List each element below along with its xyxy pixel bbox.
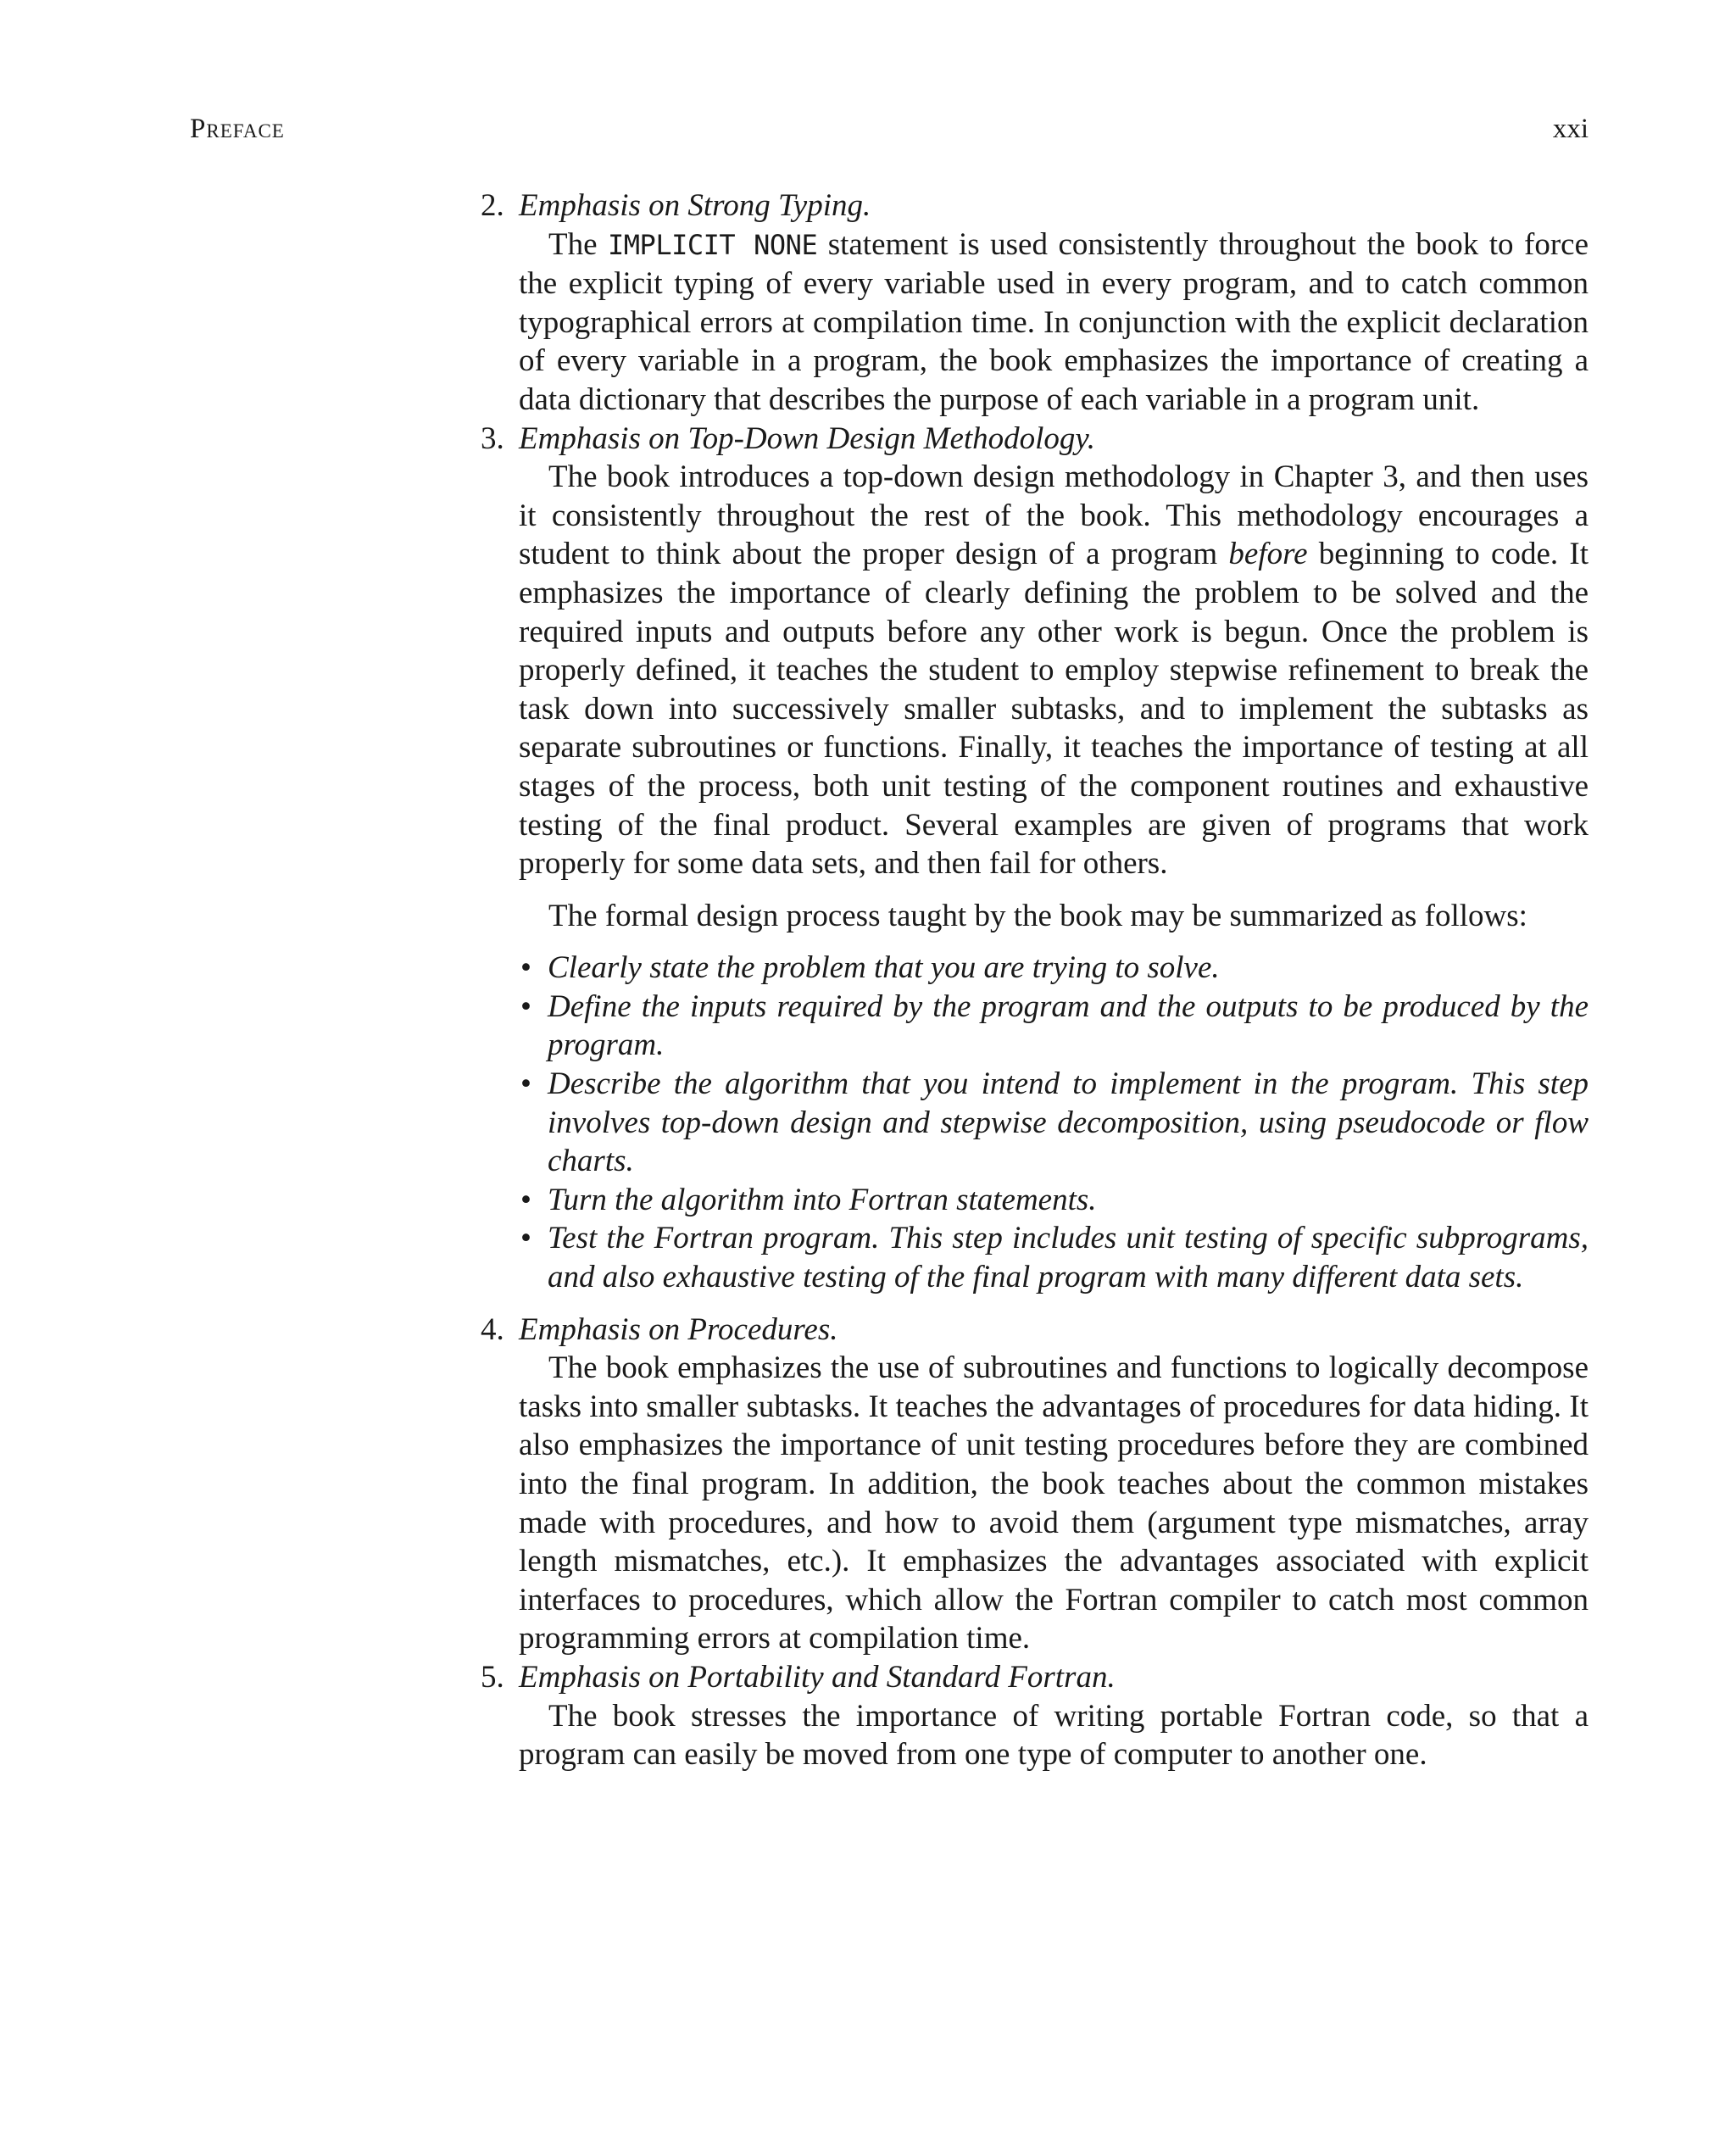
bullet-icon: • <box>520 1066 531 1102</box>
paragraph: The book emphasizes the use of subroutines and functions to logically decompose tasks into smaller subtasks. It teaches the advantages of procedures for data hiding. It also emphasizes the importance of unit testing procedures before they are combined into the final program. In addition, the book teaches about the common mistakes made with procedures, and how to avoid them (argument type mismatches, array length mismatches, etc.). It emphasizes the advantages associated with explicit interfaces to procedures, which allow the Fortran compiler to catch most common programming errors at compilation time. <box>519 1350 1589 1656</box>
bullet-text: Clearly state the problem that you are trying to solve. <box>548 950 1220 986</box>
item-heading-text: Emphasis on Portability and Standard Fortran. <box>519 1659 1116 1695</box>
bullet-icon: • <box>520 988 531 1024</box>
item-heading <box>481 1658 1589 1697</box>
item-number: 3. <box>481 420 504 456</box>
paragraph-text: statement is used consistently throughout the book to force the explicit typing of every variable used in every program, and to catch common typographical errors at compilation time. In conjunction with the explicit declaration of every variable in a program, the book emphasizes the importance of creating a data dictionary that describes the purpose of each variable in a program unit. <box>519 226 1589 417</box>
paragraph: The book stresses the importance of writing portable Fortran code, so that a program can easily be moved from one type of computer to another one. <box>519 1698 1589 1773</box>
bullet-item <box>519 1065 1589 1181</box>
paragraph <box>519 458 1589 883</box>
running-head-title: Preface <box>190 114 285 144</box>
bullet-text: Define the inputs required by the program and the outputs to be produced by the program. <box>548 988 1589 1063</box>
list-item-strong-typing <box>481 187 1589 420</box>
paragraph-text: beginning to code. It emphasizes the importance of clearly defining the problem to be solved and the required inputs and outputs before any other work is begun. Once the problem is properly defined, it teaches the student to employ stepwise refinement to break the task down into successively smaller subtasks, and to implement the subtasks as separate subroutines or functions. Finally, it teaches the importance of testing at all stages of the process, both unit testing of the component routines and exhaustive testing of the final product. Several examples are given of programs that work properly for some data sets, and then fail for others. <box>519 537 1589 882</box>
bullet-item <box>519 949 1589 988</box>
bullet-icon: • <box>520 1182 531 1217</box>
item-heading-text: Emphasis on Top-Down Design Methodology. <box>519 420 1096 456</box>
paragraph-text: The <box>548 226 609 262</box>
item-number: 4. <box>481 1311 504 1347</box>
paragraph: The formal design process taught by the book may be summarized as follows: <box>548 898 1527 933</box>
list-item-top-down-design <box>481 420 1589 1297</box>
item-heading <box>481 420 1589 459</box>
item-number: 2. <box>481 188 504 223</box>
bullet-item <box>519 1219 1589 1296</box>
paragraph <box>519 225 1589 420</box>
bullet-text: Describe the algorithm that you intend to implement in the program. This step involves top-down design and stepwise decomposition, using pseudocode or flow charts. <box>548 1066 1589 1179</box>
bullet-text: Test the Fortran program. This step includes unit testing of specific subprograms, and also exhaustive testing of the final program with many different data sets. <box>548 1221 1589 1295</box>
bullet-text: Turn the algorithm into Fortran statements. <box>548 1182 1097 1217</box>
paragraph-text: The book introduces a top-down design methodology in Chapter 3, and then uses it consistently throughout the rest of the book. This methodology encourages a student to think about the proper design of a program <box>519 459 1589 572</box>
item-heading-text: Emphasis on Procedures. <box>519 1311 838 1347</box>
list-item-portability <box>481 1658 1589 1774</box>
running-head <box>190 114 1589 151</box>
list-item-procedures <box>481 1311 1589 1658</box>
code-implicit-none: IMPLICIT NONE <box>608 228 818 261</box>
bullet-icon: • <box>520 950 531 986</box>
bullet-item <box>519 988 1589 1065</box>
item-number: 5. <box>481 1659 504 1695</box>
item-heading <box>481 1311 1589 1350</box>
item-heading-text: Emphasis on Strong Typing. <box>519 188 871 223</box>
body-text <box>481 187 1589 1774</box>
design-process-list <box>519 949 1589 1296</box>
emphasis-before: before <box>1228 537 1308 572</box>
page-number: xxi <box>1552 114 1589 144</box>
item-heading <box>481 187 1589 225</box>
bullet-item <box>519 1181 1589 1220</box>
bullet-icon: • <box>520 1221 531 1256</box>
